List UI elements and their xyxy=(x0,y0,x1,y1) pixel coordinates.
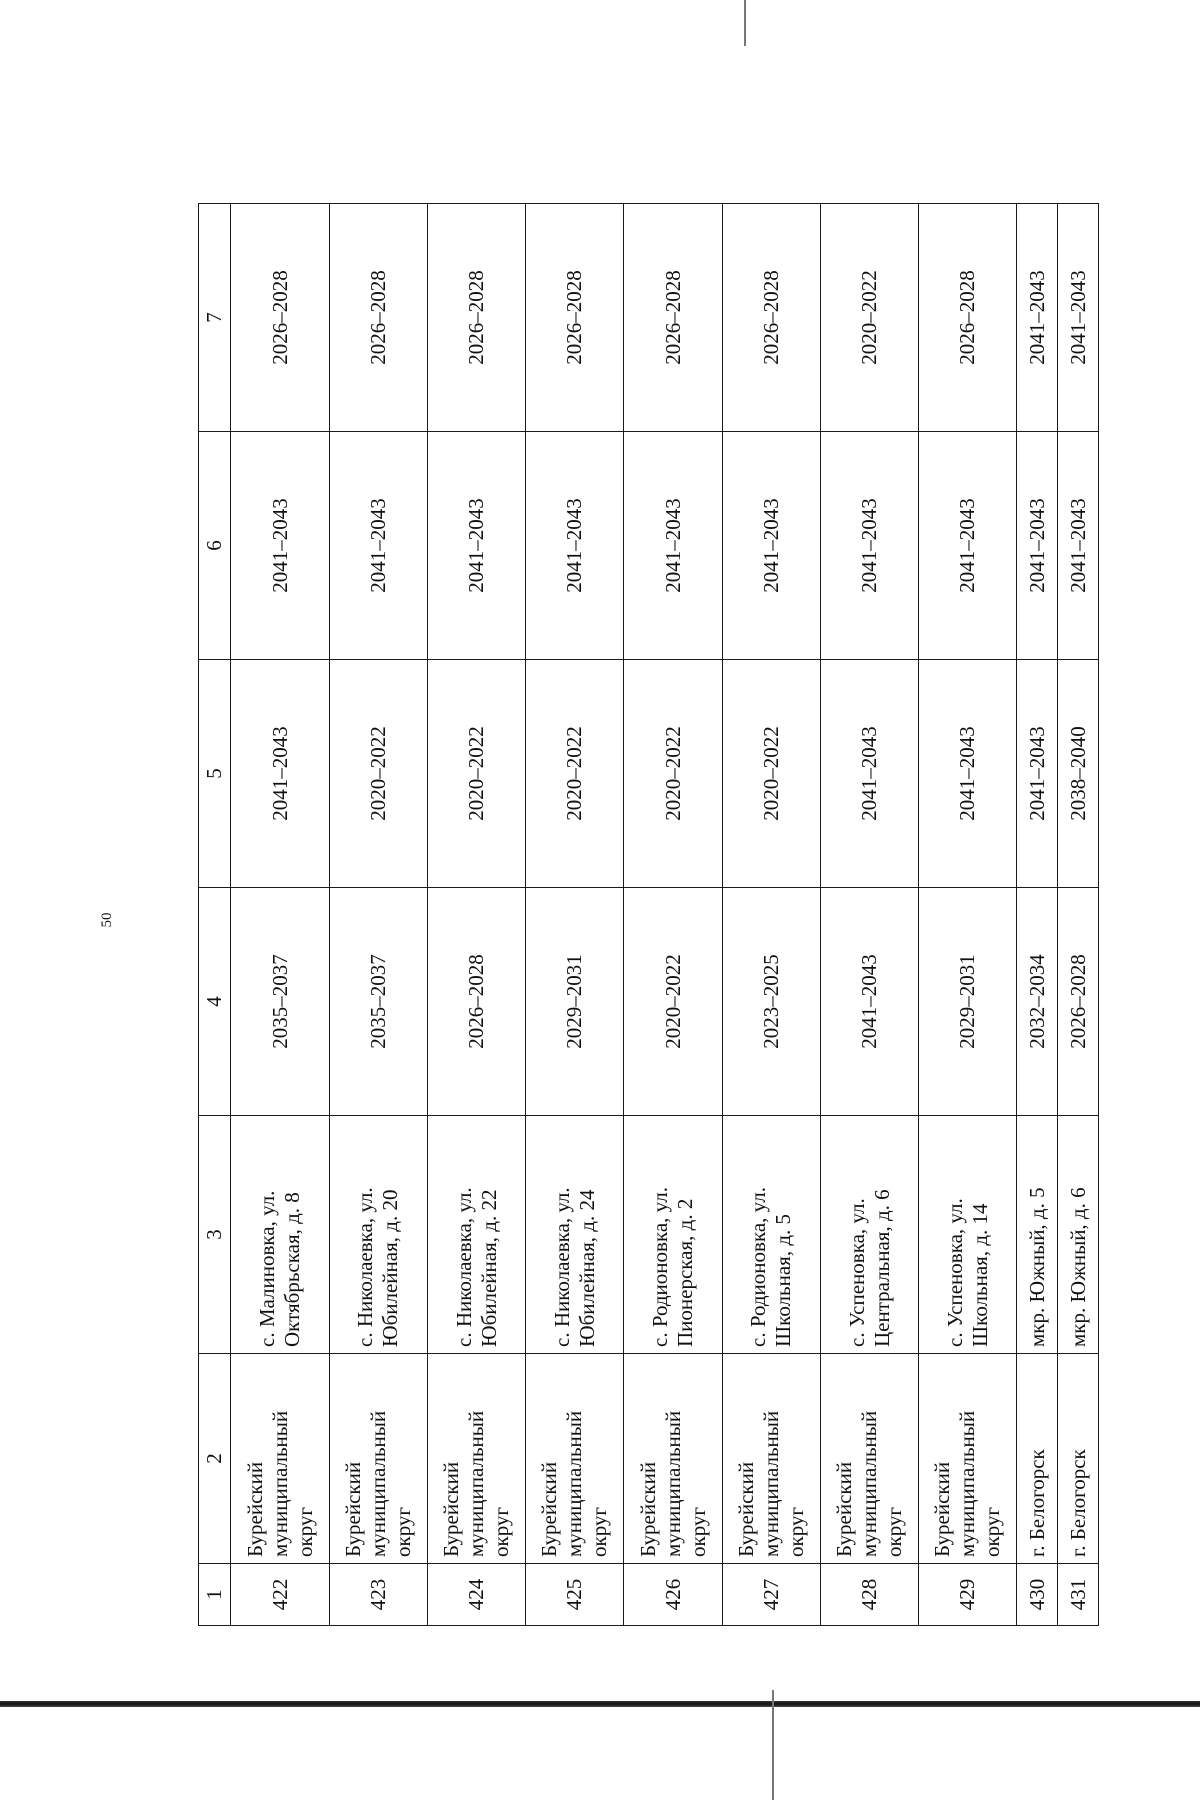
period-col-4: 2029–2031 xyxy=(526,888,624,1116)
period-col-4: 2041–2043 xyxy=(820,888,918,1116)
period-col-5: 2041–2043 xyxy=(231,660,329,888)
period-col-4: 2035–2037 xyxy=(231,888,329,1116)
period-col-6: 2041–2043 xyxy=(1017,432,1058,660)
address-cell: мкр. Южный, д. 6 xyxy=(1058,1116,1099,1354)
table-row xyxy=(1017,204,1058,1626)
period-col-6: 2041–2043 xyxy=(427,432,525,660)
period-col-5: 2020–2022 xyxy=(526,660,624,888)
period-col-6: 2041–2043 xyxy=(624,432,722,660)
row-number: 422 xyxy=(231,1564,329,1626)
table-row xyxy=(919,204,1017,1626)
period-col-7: 2026–2028 xyxy=(919,204,1017,432)
address-cell: с. Николаевка, ул. Юбилейная, д. 22 xyxy=(427,1116,525,1354)
period-col-6: 2041–2043 xyxy=(1058,432,1099,660)
address-cell: с. Успеновка, ул. Центральная, д. 6 xyxy=(820,1116,918,1354)
period-col-6: 2041–2043 xyxy=(820,432,918,660)
municipality-cell: г. Белогорск xyxy=(1058,1354,1099,1564)
address-cell: с. Малиновка, ул. Октябрьская, д. 8 xyxy=(231,1116,329,1354)
scan-artifact-bottom xyxy=(772,1690,774,1800)
period-col-4: 2032–2034 xyxy=(1017,888,1058,1116)
address-cell: с. Родионовка, ул. Школьная, д. 5 xyxy=(722,1116,820,1354)
table-row xyxy=(624,204,722,1626)
table-row xyxy=(722,204,820,1626)
page-number: 50 xyxy=(99,912,115,928)
period-col-6: 2041–2043 xyxy=(722,432,820,660)
header-cell: 2 xyxy=(199,1354,231,1564)
municipality-cell: Бурейский муниципальный округ xyxy=(427,1354,525,1564)
period-col-5: 2041–2043 xyxy=(919,660,1017,888)
period-col-4: 2029–2031 xyxy=(919,888,1017,1116)
municipality-cell: Бурейский муниципальный округ xyxy=(722,1354,820,1564)
row-number: 429 xyxy=(919,1564,1017,1626)
table-row xyxy=(1058,204,1099,1626)
address-cell: с. Николаевка, ул. Юбилейная, д. 20 xyxy=(329,1116,427,1354)
period-col-7: 2026–2028 xyxy=(526,204,624,432)
period-col-6: 2041–2043 xyxy=(526,432,624,660)
period-col-5: 2020–2022 xyxy=(427,660,525,888)
period-col-4: 2026–2028 xyxy=(427,888,525,1116)
table-row xyxy=(820,204,918,1626)
table-row xyxy=(526,204,624,1626)
address-cell: мкр. Южный, д. 5 xyxy=(1017,1116,1058,1354)
row-number: 427 xyxy=(722,1564,820,1626)
period-col-5: 2020–2022 xyxy=(722,660,820,888)
row-number: 426 xyxy=(624,1564,722,1626)
header-cell: 6 xyxy=(199,432,231,660)
period-col-7: 2026–2028 xyxy=(624,204,722,432)
period-col-4: 2023–2025 xyxy=(722,888,820,1116)
municipality-cell: Бурейский муниципальный округ xyxy=(231,1354,329,1564)
header-cell: 7 xyxy=(199,204,231,432)
period-col-7: 2026–2028 xyxy=(427,204,525,432)
period-col-4: 2026–2028 xyxy=(1058,888,1099,1116)
period-col-5: 2041–2043 xyxy=(820,660,918,888)
address-cell: с. Николаевка, ул. Юбилейная, д. 24 xyxy=(526,1116,624,1354)
municipality-cell: Бурейский муниципальный округ xyxy=(329,1354,427,1564)
period-col-5: 2020–2022 xyxy=(624,660,722,888)
table-row xyxy=(231,204,329,1626)
address-cell: с. Успеновка, ул. Школьная, д. 14 xyxy=(919,1116,1017,1354)
municipality-cell: Бурейский муниципальный округ xyxy=(919,1354,1017,1564)
municipality-cell: Бурейский муниципальный округ xyxy=(820,1354,918,1564)
repair-schedule-table xyxy=(198,203,1099,1626)
period-col-5: 2020–2022 xyxy=(329,660,427,888)
period-col-6: 2041–2043 xyxy=(231,432,329,660)
period-col-7: 2026–2028 xyxy=(231,204,329,432)
row-number: 430 xyxy=(1017,1564,1058,1626)
header-cell: 3 xyxy=(199,1116,231,1354)
row-number: 423 xyxy=(329,1564,427,1626)
row-number: 425 xyxy=(526,1564,624,1626)
address-cell: с. Родионовка, ул. Пионерская, д. 2 xyxy=(624,1116,722,1354)
period-col-7: 2026–2028 xyxy=(329,204,427,432)
row-number: 424 xyxy=(427,1564,525,1626)
period-col-6: 2041–2043 xyxy=(919,432,1017,660)
row-number: 431 xyxy=(1058,1564,1099,1626)
table-row xyxy=(427,204,525,1626)
scan-edge-line xyxy=(0,1701,1200,1707)
period-col-4: 2020–2022 xyxy=(624,888,722,1116)
scan-artifact-top xyxy=(744,0,746,46)
municipality-cell: г. Белогорск xyxy=(1017,1354,1058,1564)
period-col-7: 2041–2043 xyxy=(1017,204,1058,432)
period-col-7: 2041–2043 xyxy=(1058,204,1099,432)
municipality-cell: Бурейский муниципальный округ xyxy=(526,1354,624,1564)
header-cell: 1 xyxy=(199,1564,231,1626)
period-col-5: 2041–2043 xyxy=(1017,660,1058,888)
header-row xyxy=(199,204,231,1626)
header-cell: 5 xyxy=(199,660,231,888)
row-number: 428 xyxy=(820,1564,918,1626)
table-row xyxy=(329,204,427,1626)
municipality-cell: Бурейский муниципальный округ xyxy=(624,1354,722,1564)
period-col-7: 2026–2028 xyxy=(722,204,820,432)
rotated-table-container xyxy=(198,204,1099,1626)
period-col-6: 2041–2043 xyxy=(329,432,427,660)
period-col-4: 2035–2037 xyxy=(329,888,427,1116)
period-col-5: 2038–2040 xyxy=(1058,660,1099,888)
period-col-7: 2020–2022 xyxy=(820,204,918,432)
header-cell: 4 xyxy=(199,888,231,1116)
